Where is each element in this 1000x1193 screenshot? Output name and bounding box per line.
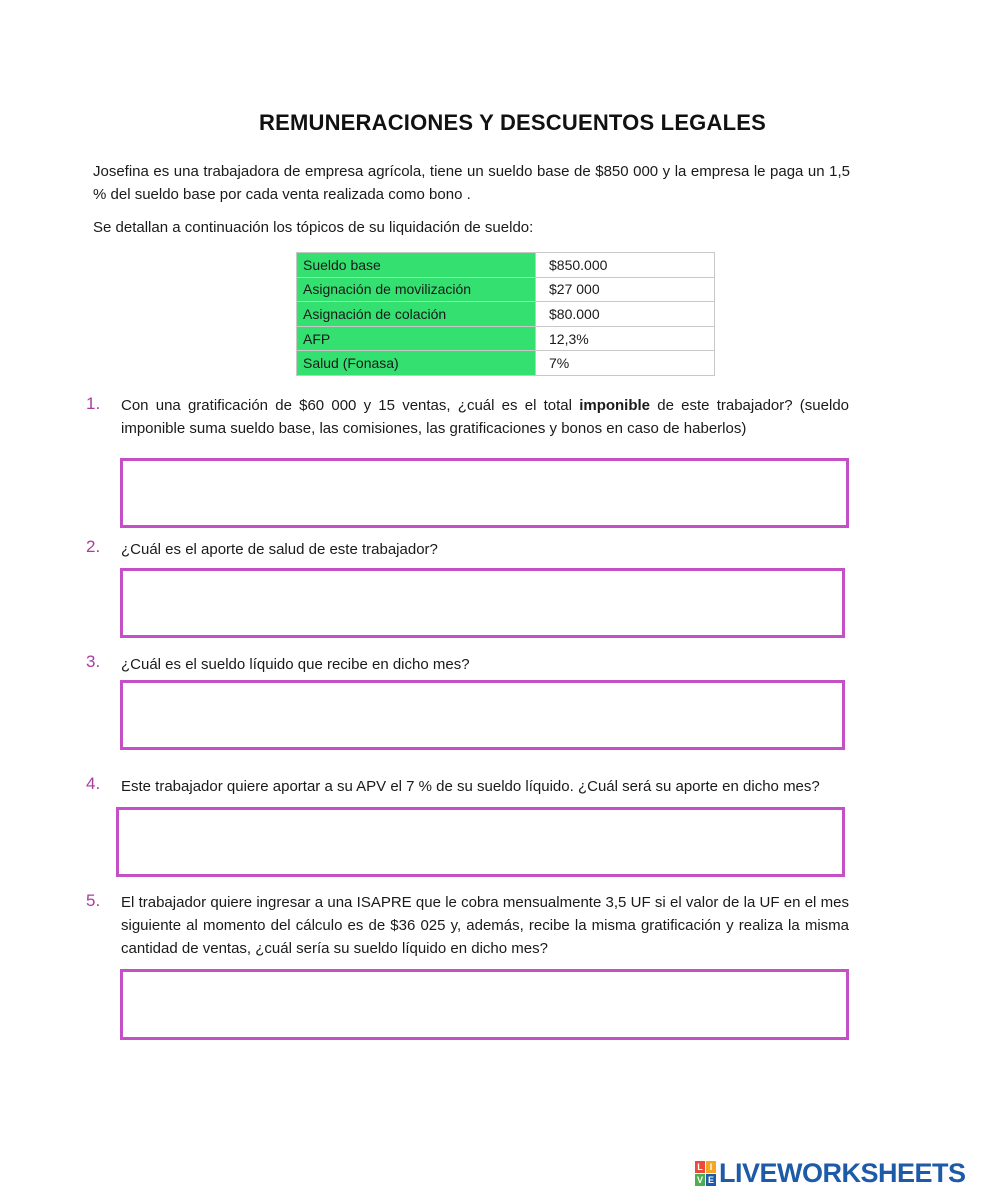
table-key: Salud (Fonasa) <box>297 351 536 376</box>
table-key: Asignación de colación <box>297 302 536 327</box>
table-value: $850.000 <box>536 253 715 278</box>
question-1-bold: imponible <box>579 397 651 414</box>
answer-box-5[interactable] <box>120 969 849 1040</box>
answer-box-3[interactable] <box>120 680 845 750</box>
question-2-text: ¿Cuál es el aporte de salud de este trabajador? <box>121 541 438 558</box>
answer-box-1[interactable] <box>120 458 849 528</box>
question-1-text-b: de este trabajador? (sueldo imponible suma sueldo base, las comisiones, las gratificaciones y bonos en caso de haberlos) <box>121 397 850 437</box>
table-key: Asignación de movilización <box>297 277 536 302</box>
table-row <box>297 302 715 327</box>
question-1-text <box>121 394 849 440</box>
question-3-number: 3. <box>86 652 101 671</box>
question-5-text: El trabajador quiere ingresar a una ISAPRE que le cobra mensualmente 3,5 UF si el valor de la UF en el mes siguiente al momento del cálculo es de $36 025 y, además, recibe la misma gratificación y realiza la misma cantidad de ventas, ¿cuál sería su sueldo líquido en dicho mes? <box>121 894 849 957</box>
question-1-text-a: Con una gratificación de $60 000 y 15 ventas, ¿cuál es el total <box>121 397 580 414</box>
question-2-number: 2. <box>86 537 101 556</box>
logo-mark-icon <box>695 1161 716 1186</box>
question-1-number: 1. <box>86 394 101 413</box>
logo-mark-letter: E <box>707 1174 714 1185</box>
logo-text: LIVEWORKSHEETS <box>719 1157 966 1188</box>
answer-box-4[interactable] <box>116 807 845 877</box>
intro-paragraph: Josefina es una trabajadora de empresa agrícola, tiene un sueldo base de $850 000 y la empresa le paga un 1,5 % del sueldo base por cada venta realizada como bono . <box>93 163 850 203</box>
answer-box-2[interactable] <box>120 568 845 638</box>
table-row <box>297 277 715 302</box>
table-row <box>297 351 715 376</box>
table-value: 12,3% <box>536 326 715 351</box>
question-4-text: Este trabajador quiere aportar a su APV el 7 % de su sueldo líquido. ¿Cuál será su aporte en dicho mes? <box>121 778 820 795</box>
logo-mark-letter: V <box>696 1174 703 1185</box>
logo-mark-letter: L <box>695 1161 705 1173</box>
question-4-number: 4. <box>86 774 101 793</box>
table-row <box>297 326 715 351</box>
liquidacion-table <box>296 252 715 376</box>
table-value: $27 000 <box>536 277 715 302</box>
page-title: REMUNERACIONES Y DESCUENTOS LEGALES <box>259 110 766 135</box>
table-row <box>297 253 715 278</box>
table-intro: Se detallan a continuación los tópicos de su liquidación de sueldo: <box>93 219 534 236</box>
question-3-text: ¿Cuál es el sueldo líquido que recibe en dicho mes? <box>121 656 470 673</box>
table-value: $80.000 <box>536 302 715 327</box>
logo-mark-letter: I <box>706 1161 716 1173</box>
table-value: 7% <box>536 351 715 376</box>
liveworksheets-logo <box>695 1157 966 1189</box>
table-key: Sueldo base <box>297 253 536 278</box>
table-key: AFP <box>297 326 536 351</box>
question-5-number: 5. <box>86 891 101 910</box>
